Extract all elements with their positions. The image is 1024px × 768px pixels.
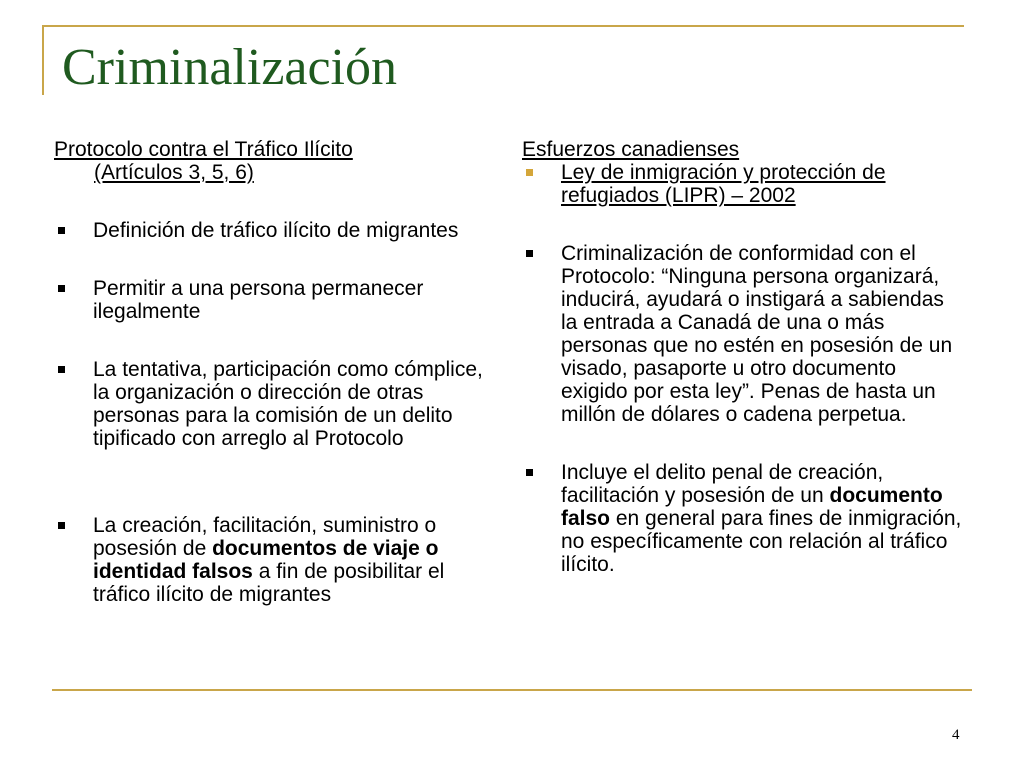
- bullet-text-post: a fin de posibilitar el tráfico ilícito de migrantes: [93, 560, 445, 606]
- bullet-text: Permitir a una persona permanecer ilegalmente: [93, 277, 424, 323]
- square-bullet-icon: [58, 366, 65, 373]
- right-bullet-list: [522, 161, 962, 576]
- slide-title: Criminalización: [62, 39, 398, 96]
- square-bullet-icon: [58, 522, 65, 529]
- left-rule: [42, 25, 44, 95]
- page-number: 4: [952, 727, 960, 743]
- sub-bullet-text: Ley de inmigración y protección de refugiados (LIPR) – 2002: [561, 161, 886, 207]
- right-column: [522, 138, 962, 576]
- left-column: [54, 138, 484, 606]
- list-item: [54, 358, 484, 450]
- list-item: [522, 242, 962, 426]
- square-bullet-icon: [526, 469, 533, 476]
- gold-square-bullet-icon: [526, 169, 533, 176]
- square-bullet-icon: [58, 285, 65, 292]
- list-item: [522, 461, 962, 576]
- bullet-text-bold: documento falso: [561, 484, 943, 530]
- bottom-rule: [52, 689, 972, 691]
- square-bullet-icon: [526, 250, 533, 257]
- top-rule: [42, 25, 964, 27]
- bullet-text-post: en general para fines de inmigración, no específicamente con relación al tráfico ilícito.: [561, 507, 962, 576]
- right-heading: Esfuerzos canadienses: [522, 138, 740, 161]
- list-item: [54, 514, 484, 606]
- bullet-text-pre: La creación, facilitación, suministro o posesión de: [93, 514, 437, 560]
- bullet-text: Definición de tráfico ilícito de migrantes: [93, 219, 459, 242]
- list-item: [54, 219, 484, 242]
- left-bullet-list: [54, 219, 484, 606]
- bullet-text-bold: documentos de viaje o identidad falsos: [93, 537, 439, 583]
- square-bullet-icon: [58, 227, 65, 234]
- bullet-text: Criminalización de conformidad con el Protocolo: “Ninguna persona organizará, inducirá, ayudará o instigará a sabiendas la entrada a Canadá de una o más personas que no estén en posesión de un visado, pasaporte u otro documento exigido por esta ley”. Penas de hasta un millón de dólares o cadena perpetua.: [561, 242, 953, 426]
- bullet-text-pre: Incluye el delito penal de creación, facilitación y posesión de un: [561, 461, 884, 507]
- left-heading-line2: (Artículos 3, 5, 6): [94, 161, 254, 184]
- left-heading: [54, 138, 484, 184]
- list-item: [54, 277, 484, 323]
- left-heading-line1: Protocolo contra el Tráfico Ilícito: [54, 138, 353, 161]
- bullet-text: La tentativa, participación como cómplice, la organización o dirección de otras personas para la comisión de un delito tipificado con arreglo al Protocolo: [93, 358, 483, 450]
- list-item: [522, 161, 962, 207]
